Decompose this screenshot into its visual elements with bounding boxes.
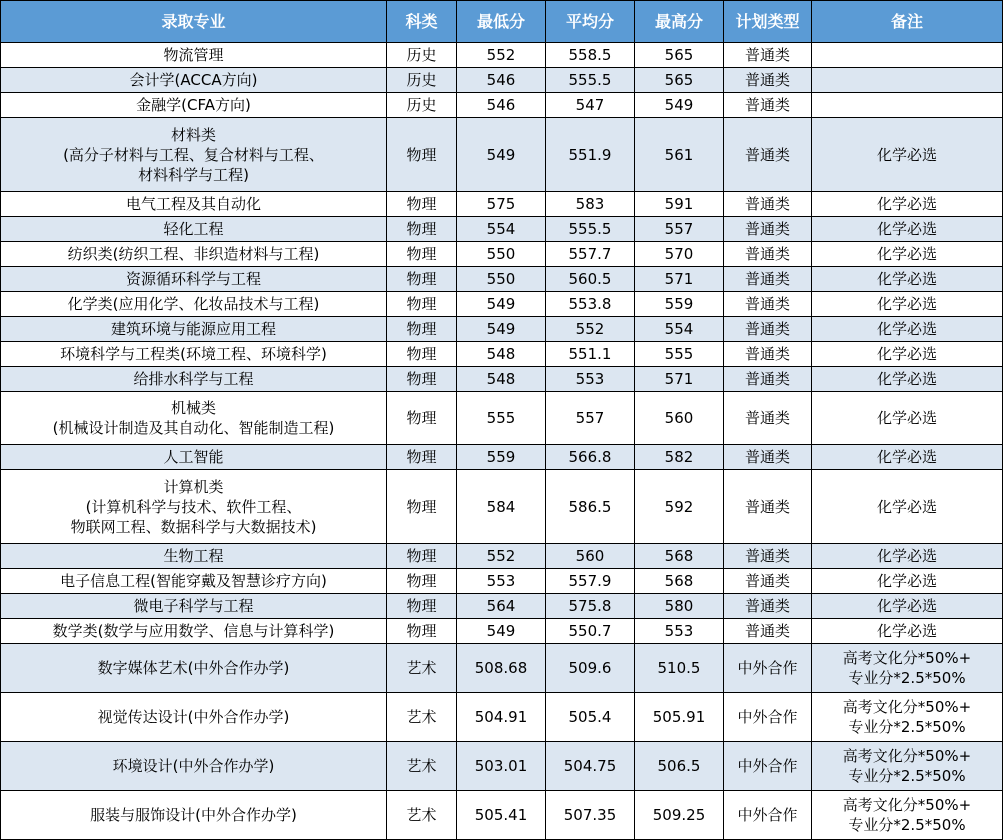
cell-major: 人工智能 (1, 445, 387, 470)
table-row (1, 68, 1003, 93)
cell-max-score: 560 (635, 392, 724, 445)
cell-note: 高考文化分*50%+ 专业分*2.5*50% (812, 791, 1003, 840)
cell-avg-score: 558.5 (546, 43, 635, 68)
cell-category: 物理 (387, 192, 457, 217)
cell-avg-score: 583 (546, 192, 635, 217)
cell-plan-type: 普通类 (724, 619, 812, 644)
cell-note: 化学必选 (812, 192, 1003, 217)
cell-max-score: 570 (635, 242, 724, 267)
cell-avg-score: 509.6 (546, 644, 635, 693)
cell-plan-type: 中外合作 (724, 742, 812, 791)
cell-avg-score: 560 (546, 544, 635, 569)
cell-category: 物理 (387, 594, 457, 619)
cell-min-score: 549 (457, 619, 546, 644)
cell-min-score: 552 (457, 544, 546, 569)
cell-note: 化学必选 (812, 342, 1003, 367)
cell-min-score: 549 (457, 317, 546, 342)
cell-avg-score: 557 (546, 392, 635, 445)
cell-major: 金融学(CFA方向) (1, 93, 387, 118)
cell-category: 物理 (387, 367, 457, 392)
cell-max-score: 580 (635, 594, 724, 619)
cell-category: 物理 (387, 544, 457, 569)
cell-avg-score: 560.5 (546, 267, 635, 292)
cell-max-score: 549 (635, 93, 724, 118)
cell-min-score: 554 (457, 217, 546, 242)
cell-avg-score: 557.9 (546, 569, 635, 594)
cell-plan-type: 普通类 (724, 367, 812, 392)
cell-plan-type: 普通类 (724, 317, 812, 342)
cell-major: 数字媒体艺术(中外合作办学) (1, 644, 387, 693)
table-row (1, 742, 1003, 791)
cell-note: 化学必选 (812, 594, 1003, 619)
cell-plan-type: 中外合作 (724, 791, 812, 840)
cell-plan-type: 普通类 (724, 594, 812, 619)
cell-major: 材料类 (高分子材料与工程、复合材料与工程、 材料科学与工程) (1, 118, 387, 192)
cell-max-score: 571 (635, 367, 724, 392)
cell-plan-type: 普通类 (724, 569, 812, 594)
cell-min-score: 584 (457, 470, 546, 544)
cell-major: 环境科学与工程类(环境工程、环境科学) (1, 342, 387, 367)
cell-min-score: 546 (457, 93, 546, 118)
cell-note: 高考文化分*50%+ 专业分*2.5*50% (812, 742, 1003, 791)
cell-avg-score: 504.75 (546, 742, 635, 791)
table-row (1, 445, 1003, 470)
cell-min-score: 550 (457, 242, 546, 267)
cell-max-score: 561 (635, 118, 724, 192)
cell-major: 计算机类 (计算机科学与技术、软件工程、 物联网工程、数据科学与大数据技术) (1, 470, 387, 544)
cell-major: 轻化工程 (1, 217, 387, 242)
cell-avg-score: 551.9 (546, 118, 635, 192)
cell-avg-score: 555.5 (546, 68, 635, 93)
cell-major: 生物工程 (1, 544, 387, 569)
header-max-score: 最高分 (635, 1, 724, 43)
cell-major: 电子信息工程(智能穿戴及智慧诊疗方向) (1, 569, 387, 594)
cell-min-score: 546 (457, 68, 546, 93)
cell-min-score: 549 (457, 118, 546, 192)
cell-note: 高考文化分*50%+ 专业分*2.5*50% (812, 693, 1003, 742)
cell-major: 服装与服饰设计(中外合作办学) (1, 791, 387, 840)
cell-note (812, 43, 1003, 68)
cell-max-score: 510.5 (635, 644, 724, 693)
cell-avg-score: 566.8 (546, 445, 635, 470)
cell-category: 物理 (387, 342, 457, 367)
cell-plan-type: 普通类 (724, 118, 812, 192)
table-row (1, 317, 1003, 342)
cell-category: 物理 (387, 118, 457, 192)
cell-major: 机械类 (机械设计制造及其自动化、智能制造工程) (1, 392, 387, 445)
cell-note: 化学必选 (812, 317, 1003, 342)
cell-note: 化学必选 (812, 445, 1003, 470)
cell-avg-score: 575.8 (546, 594, 635, 619)
cell-category: 历史 (387, 43, 457, 68)
cell-note: 化学必选 (812, 267, 1003, 292)
cell-plan-type: 普通类 (724, 93, 812, 118)
cell-min-score: 550 (457, 267, 546, 292)
cell-major: 微电子科学与工程 (1, 594, 387, 619)
cell-plan-type: 中外合作 (724, 693, 812, 742)
cell-note: 化学必选 (812, 569, 1003, 594)
cell-min-score: 564 (457, 594, 546, 619)
table-row (1, 292, 1003, 317)
cell-major: 给排水科学与工程 (1, 367, 387, 392)
cell-category: 物理 (387, 317, 457, 342)
table-row (1, 619, 1003, 644)
cell-max-score: 571 (635, 267, 724, 292)
cell-note: 化学必选 (812, 392, 1003, 445)
header-note: 备注 (812, 1, 1003, 43)
table-row (1, 93, 1003, 118)
cell-plan-type: 普通类 (724, 544, 812, 569)
cell-note: 化学必选 (812, 367, 1003, 392)
cell-max-score: 553 (635, 619, 724, 644)
table-row (1, 267, 1003, 292)
cell-plan-type: 中外合作 (724, 644, 812, 693)
cell-plan-type: 普通类 (724, 267, 812, 292)
cell-min-score: 552 (457, 43, 546, 68)
cell-note (812, 93, 1003, 118)
cell-note: 化学必选 (812, 544, 1003, 569)
table-row (1, 342, 1003, 367)
cell-max-score: 591 (635, 192, 724, 217)
cell-note: 化学必选 (812, 118, 1003, 192)
cell-category: 艺术 (387, 644, 457, 693)
table-header (1, 1, 1003, 43)
cell-max-score: 559 (635, 292, 724, 317)
cell-category: 物理 (387, 569, 457, 594)
cell-max-score: 565 (635, 68, 724, 93)
cell-min-score: 555 (457, 392, 546, 445)
cell-avg-score: 547 (546, 93, 635, 118)
table-row (1, 217, 1003, 242)
header-row (1, 1, 1003, 43)
header-plan-type: 计划类型 (724, 1, 812, 43)
table-body (1, 43, 1003, 840)
cell-major: 视觉传达设计(中外合作办学) (1, 693, 387, 742)
cell-avg-score: 555.5 (546, 217, 635, 242)
header-min-score: 最低分 (457, 1, 546, 43)
cell-avg-score: 557.7 (546, 242, 635, 267)
cell-major: 电气工程及其自动化 (1, 192, 387, 217)
cell-plan-type: 普通类 (724, 342, 812, 367)
cell-plan-type: 普通类 (724, 217, 812, 242)
cell-plan-type: 普通类 (724, 470, 812, 544)
cell-min-score: 575 (457, 192, 546, 217)
cell-category: 物理 (387, 292, 457, 317)
cell-category: 艺术 (387, 742, 457, 791)
cell-min-score: 548 (457, 367, 546, 392)
table-row (1, 118, 1003, 192)
cell-max-score: 568 (635, 569, 724, 594)
table-row (1, 569, 1003, 594)
cell-max-score: 557 (635, 217, 724, 242)
cell-category: 艺术 (387, 693, 457, 742)
cell-category: 历史 (387, 93, 457, 118)
cell-major: 建筑环境与能源应用工程 (1, 317, 387, 342)
cell-category: 物理 (387, 242, 457, 267)
cell-note: 化学必选 (812, 292, 1003, 317)
cell-plan-type: 普通类 (724, 392, 812, 445)
table-row (1, 544, 1003, 569)
cell-category: 物理 (387, 445, 457, 470)
cell-note: 高考文化分*50%+ 专业分*2.5*50% (812, 644, 1003, 693)
cell-major: 化学类(应用化学、化妆品技术与工程) (1, 292, 387, 317)
cell-category: 物理 (387, 392, 457, 445)
cell-note: 化学必选 (812, 470, 1003, 544)
table-row (1, 192, 1003, 217)
cell-max-score: 554 (635, 317, 724, 342)
cell-major: 物流管理 (1, 43, 387, 68)
table-row (1, 594, 1003, 619)
cell-avg-score: 505.4 (546, 693, 635, 742)
cell-max-score: 509.25 (635, 791, 724, 840)
cell-category: 物理 (387, 267, 457, 292)
table-row (1, 242, 1003, 267)
cell-avg-score: 551.1 (546, 342, 635, 367)
cell-plan-type: 普通类 (724, 192, 812, 217)
cell-min-score: 559 (457, 445, 546, 470)
cell-note (812, 68, 1003, 93)
cell-avg-score: 586.5 (546, 470, 635, 544)
header-category: 科类 (387, 1, 457, 43)
cell-avg-score: 552 (546, 317, 635, 342)
cell-min-score: 503.01 (457, 742, 546, 791)
cell-category: 物理 (387, 619, 457, 644)
cell-min-score: 504.91 (457, 693, 546, 742)
table-row (1, 791, 1003, 840)
cell-max-score: 555 (635, 342, 724, 367)
cell-plan-type: 普通类 (724, 445, 812, 470)
header-major: 录取专业 (1, 1, 387, 43)
table-row (1, 644, 1003, 693)
cell-category: 艺术 (387, 791, 457, 840)
cell-min-score: 549 (457, 292, 546, 317)
table-row (1, 392, 1003, 445)
table-row (1, 367, 1003, 392)
cell-category: 物理 (387, 217, 457, 242)
cell-category: 物理 (387, 470, 457, 544)
cell-major: 数学类(数学与应用数学、信息与计算科学) (1, 619, 387, 644)
cell-major: 资源循环科学与工程 (1, 267, 387, 292)
cell-min-score: 553 (457, 569, 546, 594)
cell-max-score: 565 (635, 43, 724, 68)
header-avg-score: 平均分 (546, 1, 635, 43)
cell-max-score: 506.5 (635, 742, 724, 791)
cell-min-score: 548 (457, 342, 546, 367)
cell-major: 纺织类(纺织工程、非织造材料与工程) (1, 242, 387, 267)
table-row (1, 43, 1003, 68)
cell-avg-score: 550.7 (546, 619, 635, 644)
cell-plan-type: 普通类 (724, 242, 812, 267)
table-row (1, 693, 1003, 742)
cell-max-score: 582 (635, 445, 724, 470)
cell-plan-type: 普通类 (724, 292, 812, 317)
cell-min-score: 508.68 (457, 644, 546, 693)
cell-note: 化学必选 (812, 242, 1003, 267)
cell-major: 会计学(ACCA方向) (1, 68, 387, 93)
cell-avg-score: 553.8 (546, 292, 635, 317)
cell-note: 化学必选 (812, 217, 1003, 242)
cell-max-score: 592 (635, 470, 724, 544)
cell-min-score: 505.41 (457, 791, 546, 840)
table-row (1, 470, 1003, 544)
cell-major: 环境设计(中外合作办学) (1, 742, 387, 791)
cell-avg-score: 507.35 (546, 791, 635, 840)
cell-note: 化学必选 (812, 619, 1003, 644)
cell-max-score: 505.91 (635, 693, 724, 742)
cell-max-score: 568 (635, 544, 724, 569)
cell-category: 历史 (387, 68, 457, 93)
cell-avg-score: 553 (546, 367, 635, 392)
cell-plan-type: 普通类 (724, 43, 812, 68)
cell-plan-type: 普通类 (724, 68, 812, 93)
